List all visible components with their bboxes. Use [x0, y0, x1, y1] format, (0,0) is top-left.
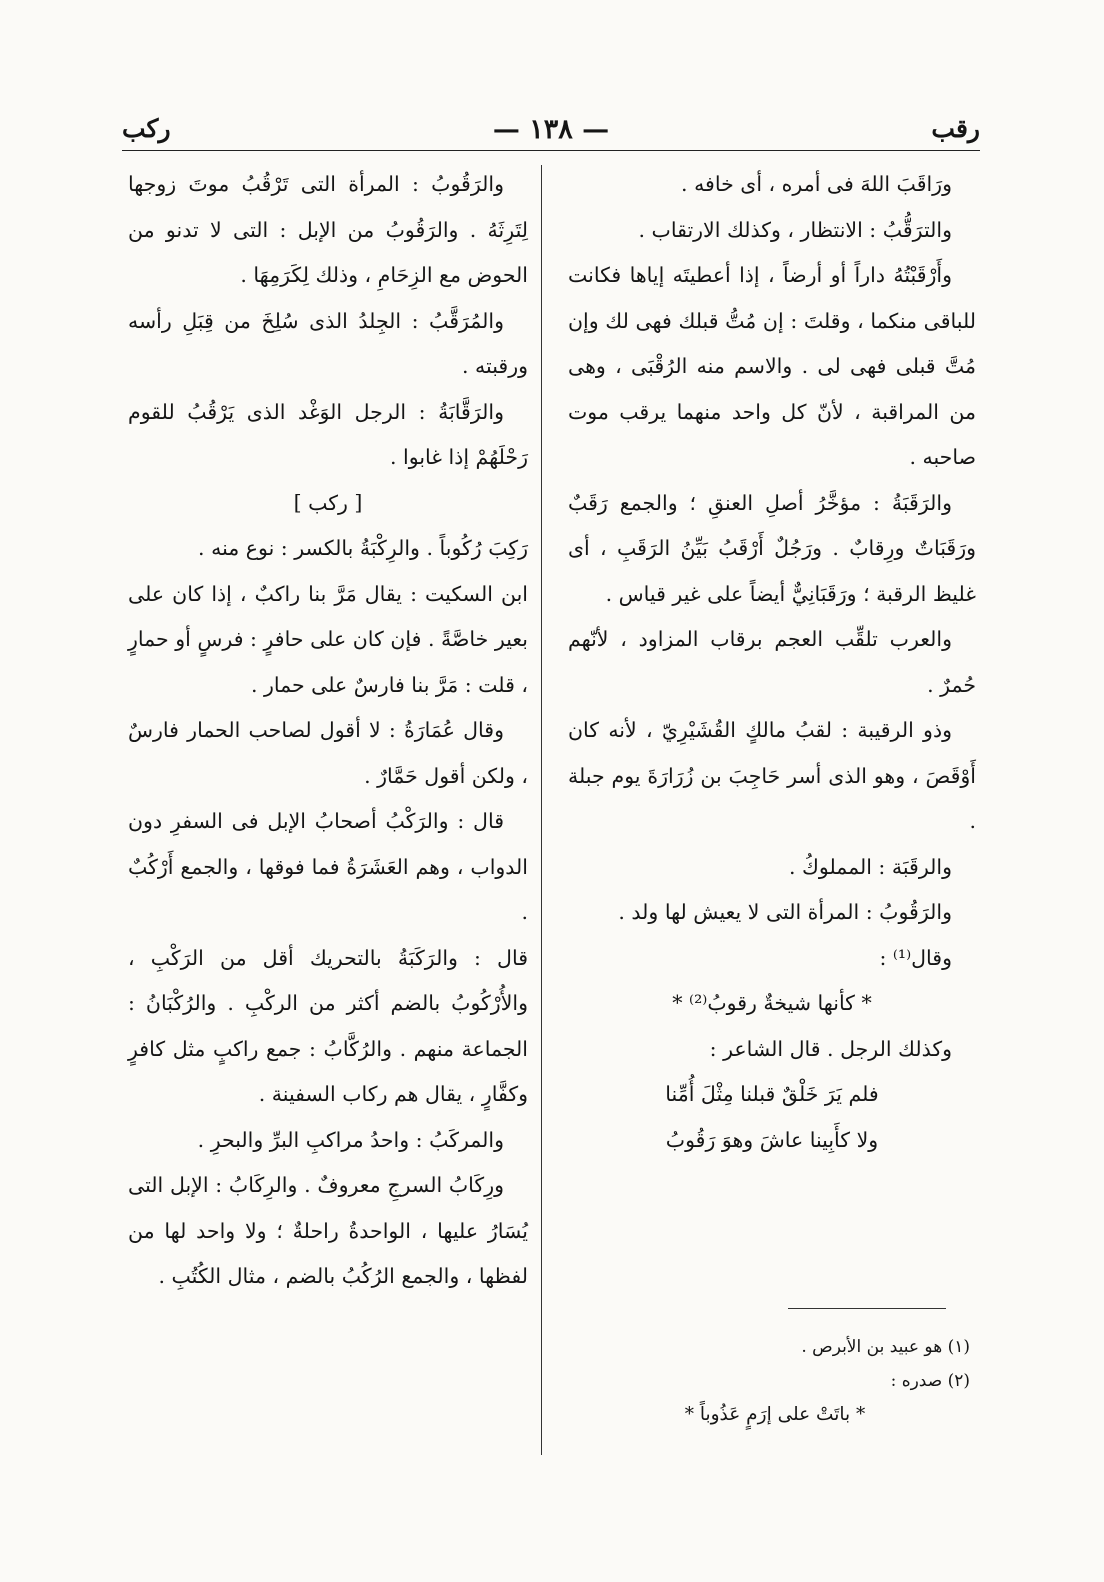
footnotes [580, 1330, 970, 1432]
page-number: — ١٣٨ — [492, 114, 610, 145]
verse-line: * كأنها شيخةٌ رقوبُ⁽²⁾ * [672, 991, 872, 1015]
paragraph: وكذلك الرجل . قال الشاعر : [709, 1036, 952, 1061]
header-root-left: ركب [122, 114, 171, 143]
footnote-rule [788, 1308, 946, 1309]
right-column [568, 162, 976, 1163]
paragraph: والمُرَقَّبُ : الجِلدُ الذى سُلِخَ من قِبَلِ رأسه ورقبته . [128, 308, 528, 378]
footnote-verse: * باتَتْ على إرَمٍ عَذُوباً * [684, 1404, 866, 1425]
verse-line: ولا كأَبِينا عاشَ وهوَ رَقُوبُ [665, 1127, 879, 1152]
footnote: (١) هو عبيد بن الأبرص . [801, 1337, 970, 1357]
paragraph: والرقَبَة : المملوكُ . [788, 854, 952, 879]
paragraph: والمركَبُ : واحدُ مراكبِ البرِّ والبحرِ . [197, 1127, 504, 1152]
header-rule [122, 150, 980, 151]
paragraph: والعرب تلقِّب العجم برقاب المزاود ، لأنّهم حُمرٌ . [568, 627, 976, 697]
paragraph: ورَاقَبَ اللهَ فى أمره ، أى خافه . [681, 172, 952, 196]
paragraph: والترَقُّبُ : الانتظار ، وكذلك الارتقاب . [638, 217, 952, 242]
paragraph: قال : والرَكْبُ أصحابُ الإبل فى السفرِ دون الدواب ، وهم العَشَرَةُ فما فوقها ، والجمع أَرْكُبٌ . [128, 809, 528, 924]
paragraph: رَكِبَ رُكُوباً . والرِكْبَةُ بالكسر : نوع منه . [198, 536, 528, 560]
left-column [128, 162, 528, 1300]
entry-heading: [ ركب ] [293, 490, 363, 515]
header-root-right: رقب [931, 114, 980, 143]
column-divider [541, 165, 542, 1455]
paragraph: والرَقُوبُ : المرأة التى تَرْقُبُ موتَ زوجها لِتَرِثَهُ . والرَقُوبُ من الإبل : التى لا تدنو من الحوض مع الزِحَامِ ، وذلك لِكَرَمِهَا . [128, 172, 528, 287]
page-header [122, 108, 980, 152]
paragraph: والرَقَبَةُ : مؤخَّرُ أصلِ العنقِ ؛ والجمع رَقَبٌ ورَقَبَاتٌ ورِقابٌ . ورَجُلٌ أَرْقَبُ بَيِّنُ الرَقَبِ ، أى غليظ الرقبة ؛ ورَقَبَانِيٌّ أيضاً على غير قياس . [568, 490, 976, 606]
paragraph: والرَقَّابَةُ : الرجل الوَغْد الذى يَرْقُبُ للقوم رَحْلَهُمْ إذا غابوا . [128, 399, 528, 469]
paragraph: قال : والرَكَبَةُ بالتحريك أقل من الرَكْبِ ، والأُرْكُوبُ بالضم أكثر من الركْبِ . والرُكْبَانُ : الجماعة منهم . والرُكَّابُ : جمع راكبٍ مثل كافرٍ وكفَّارٍ ، يقال هم ركاب السفينة . [128, 945, 528, 1106]
paragraph: وقال⁽¹⁾ : [879, 945, 952, 970]
paragraph: ابن السكيت : يقال مَرَّ بنا راكبٌ ، إذا كان على بعير خاصَّةً . فإن كان على حافرٍ : فرسٍ أو حمارٍ ، قلت : مَرَّ بنا فارسٌ على حمار . [128, 581, 528, 697]
paragraph: وذو الرقيبة : لقبُ مالكٍ القُشَيْرِيّ ، لأنه كان أَوْقَصَ ، وهو الذى أسر حَاجِبَ بن زُرَارَةَ يوم جبلة . [568, 718, 976, 833]
footnote: (٢) صدره : [890, 1371, 970, 1391]
paragraph: ورِكَابُ السرجِ معروفٌ . والرِكَابُ : الإبل التى يُسَارُ عليها ، الواحدةُ راحلةٌ ؛ ولا واحد لها من لفظها ، والجمع الرُكُبُ بالضم ، مثال الكُتُبِ . [128, 1173, 528, 1288]
paragraph: والرَقُوبُ : المرأة التى لا يعيش لها ولد . [618, 900, 952, 924]
paragraph: وأَرْقَبْتُهُ داراً أو أرضاً ، إذا أعطيتَه إياها فكانت للباقى منكما ، وقلتَ : إن مُتُّ قبلك فهى لك وإن مُتَّ قبلى فهى لى . والاسم منه الرُقْبَى ، وهى من المراقبة ، لأنّ كل واحد منهما يرقب موت صاحبه . [568, 263, 976, 469]
verse-line: فلم يَرَ خَلْقٌ قبلنا مِثْلَ أُمِّنا [665, 1082, 879, 1106]
paragraph: وقال عُمَارَةُ : لا أقول لصاحب الحمار فارسٌ ، ولكن أقول حَمَّارٌ . [128, 718, 528, 788]
